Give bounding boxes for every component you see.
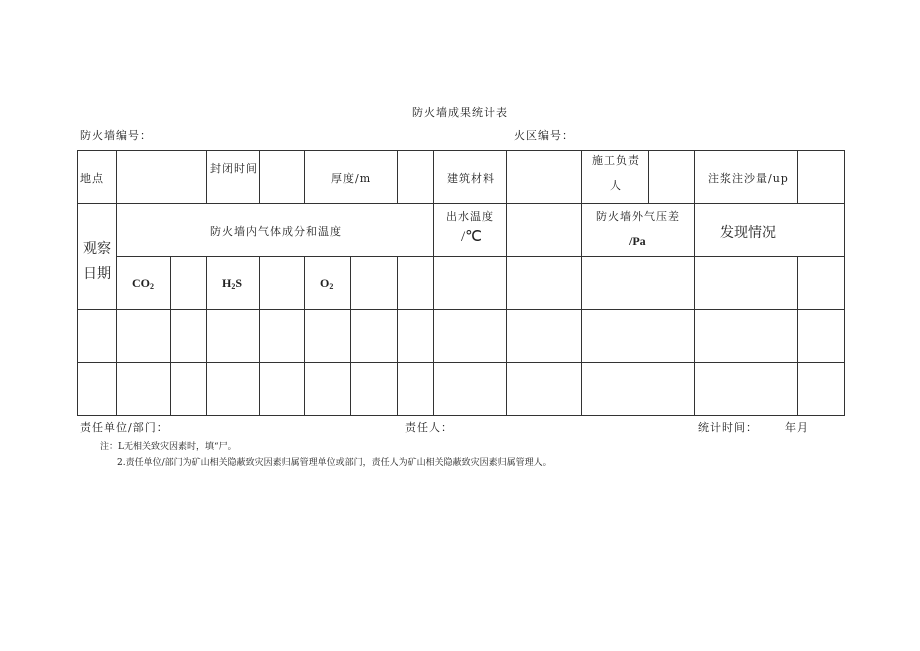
page-title: 防火墙成果统计表 xyxy=(412,106,508,119)
findings-header: 发现情况 xyxy=(720,224,776,240)
thickness-header: 厚度/m xyxy=(331,172,372,185)
pressure-diff-label: 防火墙外气压差 xyxy=(596,210,680,223)
builder-header-line2: 人 xyxy=(610,179,622,192)
observation-date-line2: 日期 xyxy=(83,265,111,281)
material-header: 建筑材料 xyxy=(447,172,495,185)
note-2: 2.责任单位/部门为矿山相关隐蔽致灾因素归属管理单位或部门，责任人为矿山相关隐蔽致灾因素归属管理人。 xyxy=(117,458,552,468)
observation-date-line1: 观察 xyxy=(83,240,111,256)
pressure-diff-unit: /Pa xyxy=(629,234,646,248)
o2-label: $O_2$ xyxy=(320,276,334,291)
location-header: 地点 xyxy=(80,172,104,185)
gas-composition-header: 防火墙内气体成分和温度 xyxy=(210,225,342,238)
wall-number-label: 防火墙编号： xyxy=(80,129,152,142)
year-month-label: 年月 xyxy=(785,421,809,434)
note-1: 注：L无相关致灾因素时，填“尸。 xyxy=(100,442,237,452)
seal-time-header: 封闭时间 xyxy=(210,162,258,175)
co2-label: $CO_2$ xyxy=(132,276,154,291)
builder-header-line1: 施工负责 xyxy=(592,154,640,167)
zone-number-label: 火区编号： xyxy=(514,129,574,142)
statistics-time-label: 统计时间： xyxy=(698,421,758,434)
grout-header: 注浆注沙量/up xyxy=(708,172,789,185)
responsible-unit-label: 责任单位/部门： xyxy=(80,421,169,434)
h2s-label: $H_2S$ xyxy=(222,276,243,291)
responsible-person-label: 责任人： xyxy=(405,421,453,434)
water-temp-unit: /℃ xyxy=(461,229,483,245)
water-temp-label: 出水温度 xyxy=(446,210,494,223)
